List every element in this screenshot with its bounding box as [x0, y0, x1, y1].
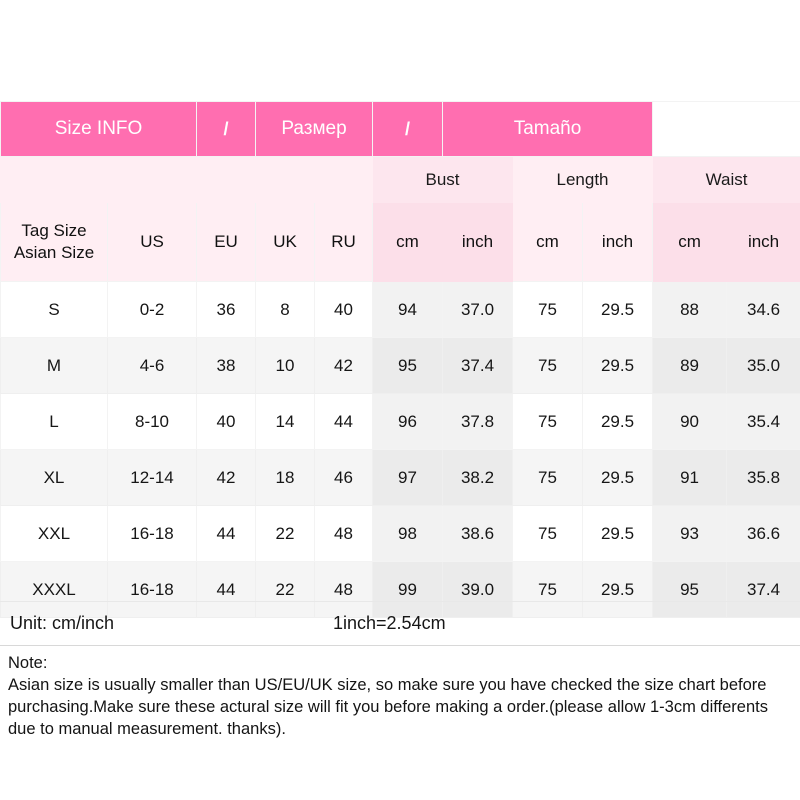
banner-right-label: Tamaño [443, 102, 653, 157]
cell-bust-inch: 37.8 [443, 394, 513, 450]
cell-eu: 38 [197, 338, 256, 394]
note-block [8, 652, 794, 740]
cell-us: 4-6 [108, 338, 197, 394]
note-body: Asian size is usually smaller than US/EU/UK size, so make sure you have checked the size chart before purchasing.Make sure these actural size will fit you before making a order.(please allow 1-3cm differents due to manual measurement. thanks). [8, 676, 768, 738]
group-header-length: Length [513, 157, 653, 203]
column-header-us: US [108, 203, 197, 282]
unit-label: Unit: cm/inch [10, 613, 115, 633]
cell-us: 8-10 [108, 394, 197, 450]
column-header-waist-cm: cm [653, 203, 727, 282]
group-header-spacer-2 [108, 157, 197, 203]
cell-eu: 42 [197, 450, 256, 506]
group-header-row [1, 157, 800, 203]
cell-tag-size: XXL [1, 506, 108, 562]
banner-blank [653, 102, 800, 157]
cell-us: 0-2 [108, 282, 197, 338]
note-title: Note: [8, 654, 48, 672]
column-header-ru: RU [315, 203, 373, 282]
cell-tag-size: XL [1, 450, 108, 506]
cell-waist-cm: 93 [653, 506, 727, 562]
column-header-length-cm: cm [513, 203, 583, 282]
cell-bust-cm: 95 [373, 338, 443, 394]
cell-tag-size: XXXL [1, 562, 108, 618]
cell-uk: 18 [256, 450, 315, 506]
unit-conversion: 1inch=2.54cm [333, 613, 446, 633]
cell-ru: 42 [315, 338, 373, 394]
cell-length-cm: 75 [513, 282, 583, 338]
group-header-spacer-3 [197, 157, 256, 203]
cell-ru: 46 [315, 450, 373, 506]
cell-uk: 22 [256, 506, 315, 562]
banner-mid-label: Размер [256, 102, 373, 157]
cell-bust-cm: 99 [373, 562, 443, 618]
cell-waist-inch: 34.6 [727, 282, 800, 338]
cell-waist-cm: 88 [653, 282, 727, 338]
cell-ru: 48 [315, 562, 373, 618]
cell-ru: 48 [315, 506, 373, 562]
group-header-waist: Waist [653, 157, 800, 203]
cell-length-inch: 29.5 [583, 562, 653, 618]
banner-separator-1: / [197, 102, 256, 157]
column-header-uk: UK [256, 203, 315, 282]
size-chart-table [0, 101, 800, 618]
cell-length-inch: 29.5 [583, 282, 653, 338]
cell-waist-cm: 89 [653, 338, 727, 394]
cell-bust-cm: 97 [373, 450, 443, 506]
column-header-length-inch: inch [583, 203, 653, 282]
cell-length-cm: 75 [513, 450, 583, 506]
cell-tag-size: M [1, 338, 108, 394]
cell-bust-inch: 37.4 [443, 338, 513, 394]
cell-us: 16-18 [108, 506, 197, 562]
table-row [1, 282, 800, 338]
cell-length-inch: 29.5 [583, 506, 653, 562]
cell-ru: 44 [315, 394, 373, 450]
banner-row [1, 102, 800, 157]
cell-uk: 10 [256, 338, 315, 394]
column-header-tag-size [1, 203, 108, 282]
column-header-bust-cm: cm [373, 203, 443, 282]
cell-length-cm: 75 [513, 562, 583, 618]
tag-size-line-1: Tag Size [21, 221, 87, 240]
cell-bust-inch: 39.0 [443, 562, 513, 618]
cell-waist-inch: 37.4 [727, 562, 800, 618]
cell-waist-inch: 35.4 [727, 394, 800, 450]
cell-eu: 40 [197, 394, 256, 450]
tag-size-line-2: Asian Size [13, 243, 95, 262]
cell-eu: 44 [197, 562, 256, 618]
cell-eu: 36 [197, 282, 256, 338]
cell-waist-cm: 95 [653, 562, 727, 618]
group-header-spacer-1 [1, 157, 108, 203]
cell-uk: 14 [256, 394, 315, 450]
cell-ru: 40 [315, 282, 373, 338]
banner-left-label: Size INFO [1, 102, 197, 157]
cell-length-cm: 75 [513, 394, 583, 450]
column-header-eu: EU [197, 203, 256, 282]
cell-us: 12-14 [108, 450, 197, 506]
cell-length-cm: 75 [513, 506, 583, 562]
cell-us: 16-18 [108, 562, 197, 618]
cell-length-inch: 29.5 [583, 450, 653, 506]
cell-bust-cm: 98 [373, 506, 443, 562]
banner-separator-2: / [373, 102, 443, 157]
cell-waist-cm: 91 [653, 450, 727, 506]
cell-bust-cm: 94 [373, 282, 443, 338]
cell-waist-cm: 90 [653, 394, 727, 450]
group-header-spacer-5 [315, 157, 373, 203]
cell-bust-inch: 38.2 [443, 450, 513, 506]
cell-bust-inch: 37.0 [443, 282, 513, 338]
column-header-bust-inch: inch [443, 203, 513, 282]
table-row [1, 394, 800, 450]
cell-tag-size: L [1, 394, 108, 450]
unit-row [0, 601, 800, 646]
cell-waist-inch: 35.0 [727, 338, 800, 394]
cell-bust-inch: 38.6 [443, 506, 513, 562]
group-header-bust: Bust [373, 157, 513, 203]
cell-length-cm: 75 [513, 338, 583, 394]
column-header-row [1, 203, 800, 282]
cell-waist-inch: 35.8 [727, 450, 800, 506]
column-header-waist-inch: inch [727, 203, 800, 282]
cell-uk: 8 [256, 282, 315, 338]
cell-length-inch: 29.5 [583, 338, 653, 394]
cell-tag-size: S [1, 282, 108, 338]
table-row [1, 338, 800, 394]
cell-waist-inch: 36.6 [727, 506, 800, 562]
group-header-spacer-4 [256, 157, 315, 203]
table-row [1, 450, 800, 506]
cell-length-inch: 29.5 [583, 394, 653, 450]
table-row [1, 506, 800, 562]
cell-uk: 22 [256, 562, 315, 618]
cell-eu: 44 [197, 506, 256, 562]
cell-bust-cm: 96 [373, 394, 443, 450]
